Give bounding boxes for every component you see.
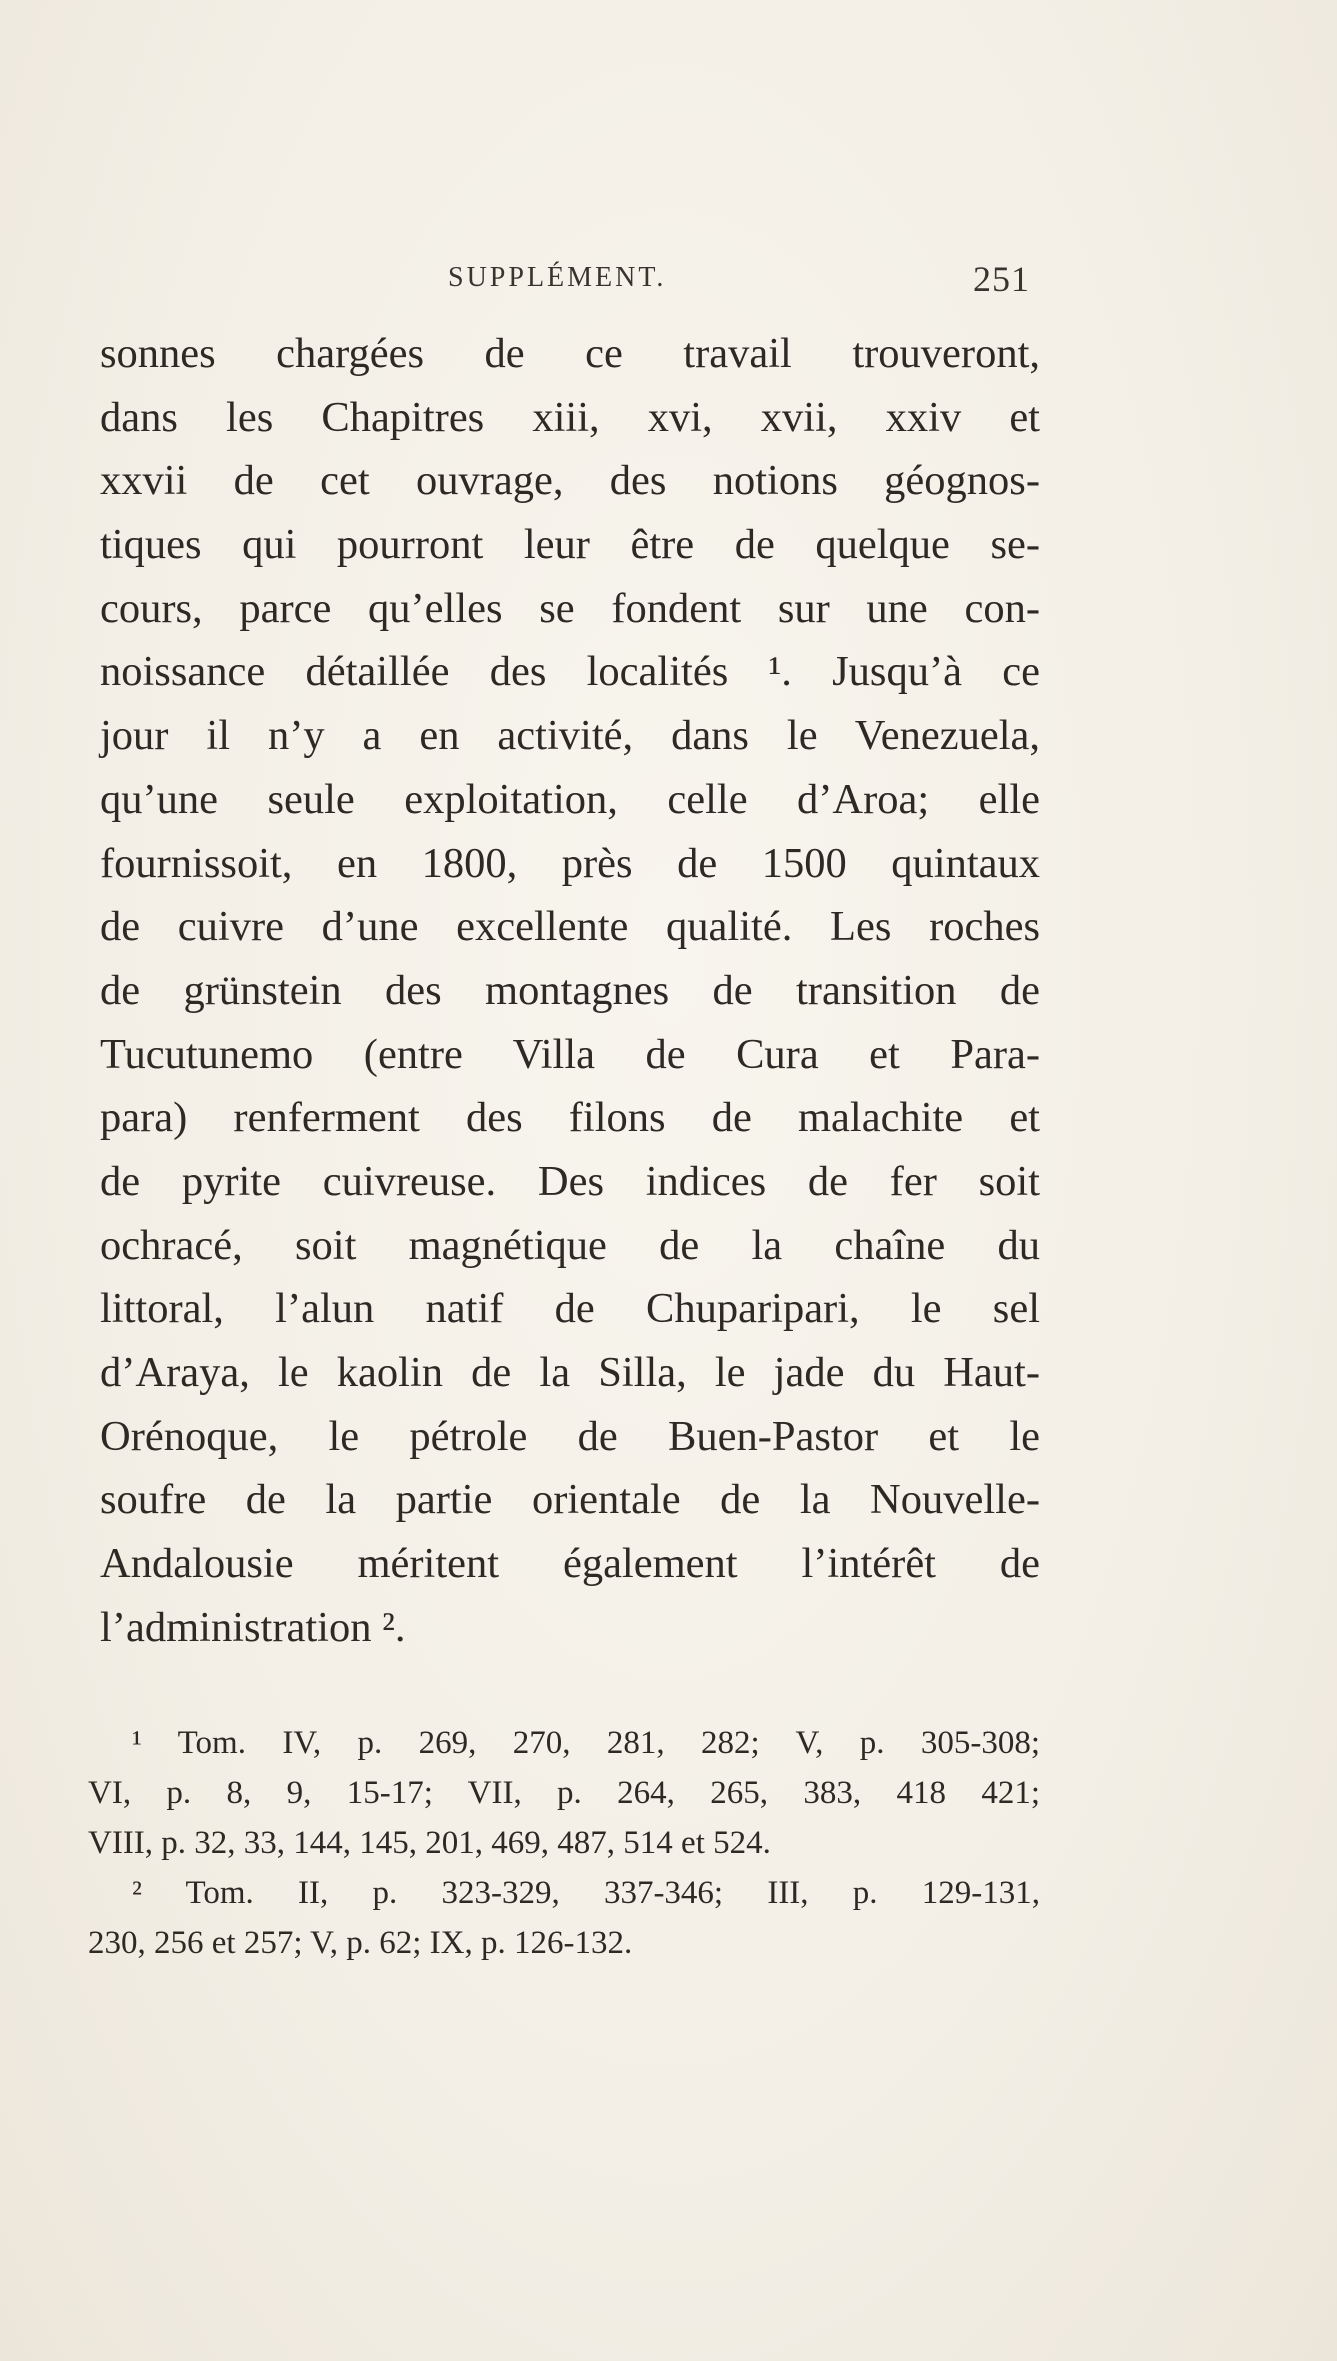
text-line: de pyrite cuivreuse. Des indices de fer soit [100, 1157, 1040, 1205]
running-title: SUPPLÉMENT. [448, 262, 667, 293]
page-number: 251 [973, 259, 1030, 299]
body-text [100, 322, 1040, 1659]
text-line: xxvii de cet ouvrage, des notions géognos- [100, 457, 1040, 505]
text-line: fournissoit, en 1800, près de 1500 quintaux [100, 839, 1040, 887]
text-line: l’administration ². [100, 1603, 406, 1651]
text-line: d’Araya, le kaolin de la Silla, le jade du Haut- [100, 1349, 1040, 1396]
text-line: qu’une seule exploitation, celle d’Aroa; elle [100, 775, 1040, 823]
text-line: cours, parce qu’elles se fondent sur une con- [100, 584, 1040, 632]
text-line: dans les Chapitres xiii, xvi, xvii, xxiv et [100, 393, 1040, 441]
footnote-line: ¹ Tom. IV, p. 269, 270, 281, 282; V, p. 305-308; [132, 1725, 1040, 1761]
footnote-line: VI, p. 8, 9, 15-17; VII, p. 264, 265, 383, 418 421; [88, 1775, 1040, 1811]
text-line: sonnes chargées de ce travail trouveront, [100, 330, 1040, 377]
footnotes [88, 1718, 1040, 1968]
footnote-line: ² Tom. II, p. 323-329, 337-346; III, p. 129-131, [132, 1875, 1040, 1911]
text-line: ochracé, soit magnétique de la chaîne du [100, 1221, 1040, 1269]
text-line: Tucutunemo (entre Villa de Cura et Para- [100, 1030, 1040, 1078]
footnote-line: VIII, p. 32, 33, 144, 145, 201, 469, 487, 514 et 524. [88, 1825, 771, 1861]
text-line: soufre de la partie orientale de la Nouvelle- [100, 1476, 1040, 1524]
running-head [100, 259, 1040, 312]
text-line: jour il n’y a en activité, dans le Venezuela, [100, 712, 1040, 760]
text-line: tiques qui pourront leur être de quelque se- [100, 521, 1040, 569]
text-line: littoral, l’alun natif de Chuparipari, le sel [100, 1285, 1040, 1333]
text-line: Andalousie méritent également l’intérêt de [100, 1540, 1040, 1588]
text-line: para) renferment des filons de malachite et [100, 1094, 1040, 1142]
text-line: noissance détaillée des localités ¹. Jusqu’à ce [100, 648, 1040, 696]
text-line: de cuivre d’une excellente qualité. Les roches [100, 903, 1040, 951]
footnote-line: 230, 256 et 257; V, p. 62; IX, p. 126-132. [88, 1925, 633, 1961]
text-line: Orénoque, le pétrole de Buen-Pastor et le [100, 1412, 1040, 1460]
text-line: de grünstein des montagnes de transition de [100, 966, 1040, 1014]
